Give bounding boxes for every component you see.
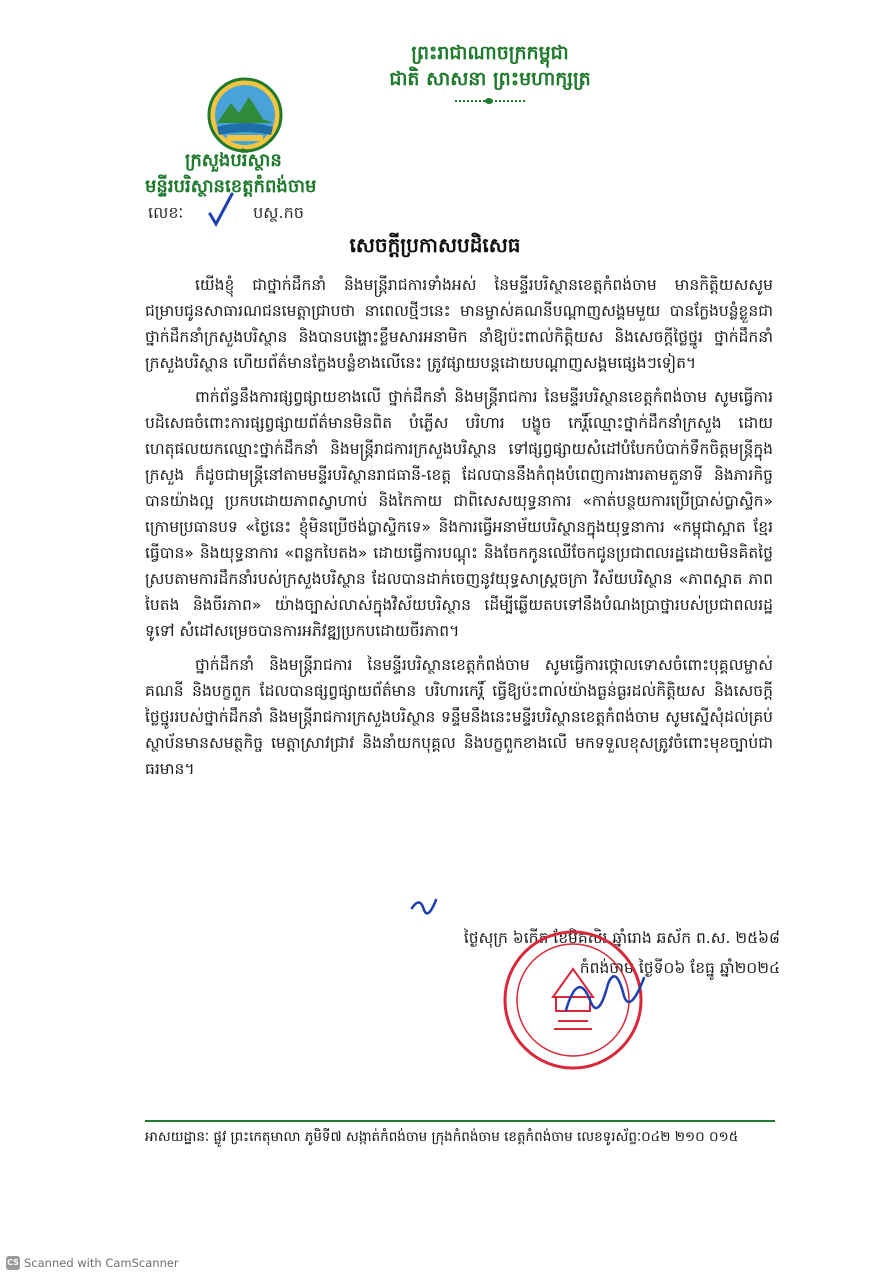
scanner-watermark [6, 1256, 179, 1270]
document-title: សេចក្តីប្រកាសបដិសេធ [349, 233, 521, 257]
header-ornament [455, 98, 525, 104]
paragraph-1: យើងខ្ញុំ ជាថ្នាក់ដឹកនាំ និងមន្ត្រីរាជការទាំងអស់ នៃមន្ទីរបរិស្ថានខេត្តកំពង់ចាម មានកិត្តិយសសូមជម្រាបជូនសាធារណជនមេត្តាជ្រាបថា នាពេលថ្មីៗនេះ មានម្ចាស់គណនីបណ្តាញសង្គមមួយ បានក្លែងបន្លំខ្លួនជាថ្នាក់ដឹកនាំក្រសួងបរិស្ថាន និងបានបង្ហោះខ្លឹមសារអនាមិក នាំឱ្យប៉ះពាល់កិត្តិយស និងសេចក្តីថ្លៃថ្នូរ ថ្នាក់ដឹកនាំក្រសួងបរិស្ថាន ហើយព័ត៌មានក្លែងបន្លំខាងលើនេះ ត្រូវផ្សាយបន្តដោយបណ្តាញសង្គមផ្សេងៗទៀត។ [145, 276, 773, 372]
paragraph-3: ថ្នាក់ដឹកនាំ និងមន្ត្រីរាជការ នៃមន្ទីរបរិស្ថានខេត្តកំពង់ចាម សូមធ្វើការថ្កោលទោសចំពោះបុគ្គលម្ចាស់គណនី និងបក្ខពួក ដែលបានផ្សព្វផ្សាយព័ត៌មាន បរិហារកេរ្តិ៍ ធ្វើឱ្យប៉ះពាល់យ៉ាងធ្ងន់ធ្ងរដល់កិត្តិយស និងសេចក្តីថ្លៃថ្នូររបស់ថ្នាក់ដឹកនាំ និងមន្ត្រីរាជការក្រសួងបរិស្ថាន ទន្ទឹមនឹងនេះមន្ទីរបរិស្ថានខេត្តកំពង់ចាម សូមស្នើសុំដល់គ្រប់ស្ថាប័នមានសមត្ថកិច្ច មេត្តាស្រាវជ្រាវ និងនាំយកបុគ្គល និងបក្ខពួកខាងលើ មកទទួលខុសត្រូវចំពោះមុខច្បាប់ជាធរមាន។ [145, 656, 773, 778]
signature [560, 960, 650, 1030]
ref-label: លេខៈ [148, 203, 184, 222]
footer-address: អាសយដ្ឋានៈ ផ្លូវ ព្រះកេតុមាលា ភូមិទី៧ សង្កាត់កំពង់ចាម ក្រុងកំពង់ចាម ខេត្តកំពង់ចាម លេខទូរស័ព្ទៈ០៤២ ២១០ ០១៥ [145, 1129, 739, 1145]
paragraph-2: ពាក់ព័ន្ធនឹងការផ្សព្វផ្សាយខាងលើ ថ្នាក់ដឹកនាំ និងមន្ត្រីរាជការ នៃមន្ទីរបរិស្ថានខេត្តកំពង់ចាម សូមធ្វើការបដិសេធចំពោះការផ្សព្វផ្សាយព័ត៌មានមិនពិត បំភ្លើស បរិហារ បង្ខូច កេរ្តិ៍ឈ្មោះថ្នាក់ដឹកនាំក្រសួង ដោយហេតុផលយកឈ្មោះថ្នាក់ដឹកនាំ និងមន្ត្រីរាជការក្រសួងបរិស្ថាន ទៅផ្សព្វផ្សាយសំដៅបំបែកបំបាក់ទឹកចិត្តមន្ត្រីក្នុងក្រសួង ក៏ដូចជាមន្ត្រីនៅតាមមន្ទីរបរិស្ថានរាជធានី-ខេត្ត ដែលបាននឹងកំពុងបំពេញការងារតាមតួនាទី និងភារកិច្ចបានយ៉ាងល្អ ប្រកបដោយភាពស្វាហាប់ និងកៃកាយ ជាពិសេសយុទ្ធនាការ «កាត់បន្ថយការប្រើប្រាស់ប្លាស្ទិក» ក្រោមប្រធានបទ «ថ្ងៃនេះ ខ្ញុំមិនប្រើថង់ប្លាស្ទិកទេ» និងការធ្វើអនាម័យបរិស្ថានក្នុងយុទ្ធនាការ «កម្ពុជាស្អាត ខ្មែរធ្វើបាន» និងយុទ្ធនាការ «ពន្លកបៃតង» ដោយធ្វើការបណ្តុះ និងចែកកូនឈើចែកជូនប្រជាពលរដ្ឋដោយមិនគិតថ្លៃ ស្របតាមការដឹកនាំរបស់ក្រសួងបរិស្ថាន ដែលបានដាក់ចេញនូវយុទ្ធសាស្ត្រចក្រា វិស័យបរិស្ថាន «ភាពស្អាត ភាពបៃតង និងចីរភាព» យ៉ាងច្បាស់លាស់ក្នុងវិស័យបរិស្ថាន ដើម្បីឆ្លើយតបទៅនឹងបំណងប្រាថ្នារបស់ប្រជាពលរដ្ឋទូទៅ សំដៅសម្រេចបានការអភិវឌ្ឍប្រកបដោយចីរភាព។ [145, 388, 773, 640]
kingdom-header [330, 40, 650, 104]
ref-code: បស្ថ.កច [253, 203, 304, 222]
document-body [145, 272, 773, 790]
reference-number [148, 202, 304, 226]
department-name: មន្ទីរបរិស្ថានខេត្តកំពង់ចាម [145, 176, 317, 197]
lunar-date: ថ្ងៃសុក្រ ៦កើត ខែមិគសិរ ឆ្នាំរោង ឆស័ក ព.ស. ២៥៦៨ [463, 929, 780, 947]
kingdom-line-2: ជាតិ សាសនា ព្រះមហាក្សត្រ [389, 68, 591, 90]
camscanner-icon: CS [6, 1256, 20, 1270]
initial-mark-icon [410, 892, 440, 922]
solar-date: កំពង់ចាម ថ្ងៃទី០៦ ខែធ្នូ ឆ្នាំ២០២៤ [579, 959, 780, 977]
kingdom-line-1: ព្រះរាជាណាចក្រកម្ពុជា [411, 42, 569, 64]
ministry-logo [205, 75, 285, 155]
checkmark-icon [206, 192, 236, 228]
footer-divider [145, 1120, 775, 1122]
ministry-name: ក្រសួងបរិស្ថាន [185, 150, 282, 171]
watermark-text: Scanned with CamScanner [24, 1256, 179, 1270]
